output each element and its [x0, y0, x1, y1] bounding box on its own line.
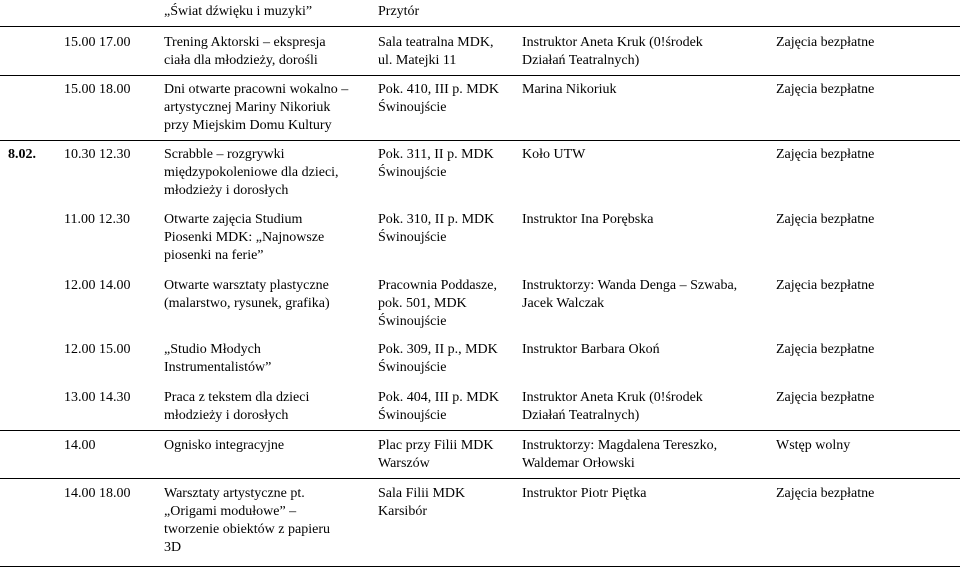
place-cell: Plac przy Filii MDK Warszów: [378, 438, 494, 471]
time-cell: 15.00 17.00: [64, 35, 131, 50]
place-cell: Pok. 309, II p., MDK Świnoujście: [378, 342, 498, 375]
time-cell: 14.00: [64, 438, 96, 453]
time-cell: 15.00 18.00: [64, 82, 131, 97]
row-divider: [0, 26, 960, 27]
fee-cell: Zajęcia bezpłatne: [776, 35, 875, 50]
event-cell: Otwarte zajęcia Studium Piosenki MDK: „Najnowsze piosenki na ferie”: [164, 212, 325, 263]
instructor-cell: Instruktor Aneta Kruk (0!środek Działań Teatralnych): [522, 390, 703, 423]
fee-cell: Zajęcia bezpłatne: [776, 82, 875, 97]
fee-cell: Zajęcia bezpłatne: [776, 278, 875, 293]
date-cell: 8.02.: [8, 147, 36, 162]
event-cell: Warsztaty artystyczne pt. „Origami modułowe” – tworzenie obiektów z papieru 3D: [164, 486, 330, 555]
time-cell: 13.00 14.30: [64, 390, 131, 405]
fee-cell: Zajęcia bezpłatne: [776, 212, 875, 227]
time-cell: 12.00 15.00: [64, 342, 131, 357]
fee-cell: Zajęcia bezpłatne: [776, 486, 875, 501]
row-divider: [0, 478, 960, 479]
place-cell: Pracownia Poddasze, pok. 501, MDK Świnoujście: [378, 278, 497, 329]
time-cell: 10.30 12.30: [64, 147, 131, 162]
event-cell: „Studio Młodych Instrumentalistów”: [164, 342, 272, 375]
instructor-cell: Instruktor Barbara Okoń: [522, 342, 660, 357]
row-divider: [0, 566, 960, 567]
event-cell: Trening Aktorski – ekspresja ciała dla młodzieży, dorośli: [164, 35, 326, 68]
row-divider: [0, 75, 960, 76]
time-cell: 11.00 12.30: [64, 212, 130, 227]
instructor-cell: Koło UTW: [522, 147, 586, 162]
place-cell: Pok. 311, II p. MDK Świnoujście: [378, 147, 494, 180]
event-cell: Scrabble – rozgrywki międzypokoleniowe dla dzieci, młodzieży i dorosłych: [164, 147, 339, 198]
fee-cell: Zajęcia bezpłatne: [776, 390, 875, 405]
place-cell: Sala teatralna MDK, ul. Matejki 11: [378, 35, 494, 68]
time-cell: 14.00 18.00: [64, 486, 131, 501]
event-cell: Praca z tekstem dla dzieci młodzieży i dorosłych: [164, 390, 310, 423]
instructor-cell: Instruktor Aneta Kruk (0!środek Działań Teatralnych): [522, 35, 703, 68]
time-cell: 12.00 14.00: [64, 278, 131, 293]
place-cell: Pok. 310, II p. MDK Świnoujście: [378, 212, 495, 245]
header-place: Przytór: [378, 4, 420, 19]
instructor-cell: Instruktorzy: Magdalena Tereszko, Waldemar Orłowski: [522, 438, 718, 471]
instructor-cell: Instruktor Piotr Piętka: [522, 486, 647, 501]
instructor-cell: Instruktor Ina Porębska: [522, 212, 654, 227]
instructor-cell: Instruktorzy: Wanda Denga – Szwaba, Jacek Walczak: [522, 278, 738, 311]
row-divider: [0, 430, 960, 431]
header-event: „Świat dźwięku i muzyki”: [164, 4, 313, 19]
event-cell: Ognisko integracyjne: [164, 438, 285, 453]
fee-cell: Wstęp wolny: [776, 438, 851, 453]
fee-cell: Zajęcia bezpłatne: [776, 147, 875, 162]
row-divider: [0, 140, 960, 141]
event-cell: Dni otwarte pracowni wokalno – artystycznej Mariny Nikoriuk przy Miejskim Domu Kultury: [164, 82, 349, 133]
event-cell: Otwarte warsztaty plastyczne (malarstwo, rysunek, grafika): [164, 278, 330, 311]
place-cell: Pok. 404, III p. MDK Świnoujście: [378, 390, 499, 423]
instructor-cell: Marina Nikoriuk: [522, 82, 617, 97]
place-cell: Sala Filii MDK Karsibór: [378, 486, 466, 519]
fee-cell: Zajęcia bezpłatne: [776, 342, 875, 357]
place-cell: Pok. 410, III p. MDK Świnoujście: [378, 82, 499, 115]
